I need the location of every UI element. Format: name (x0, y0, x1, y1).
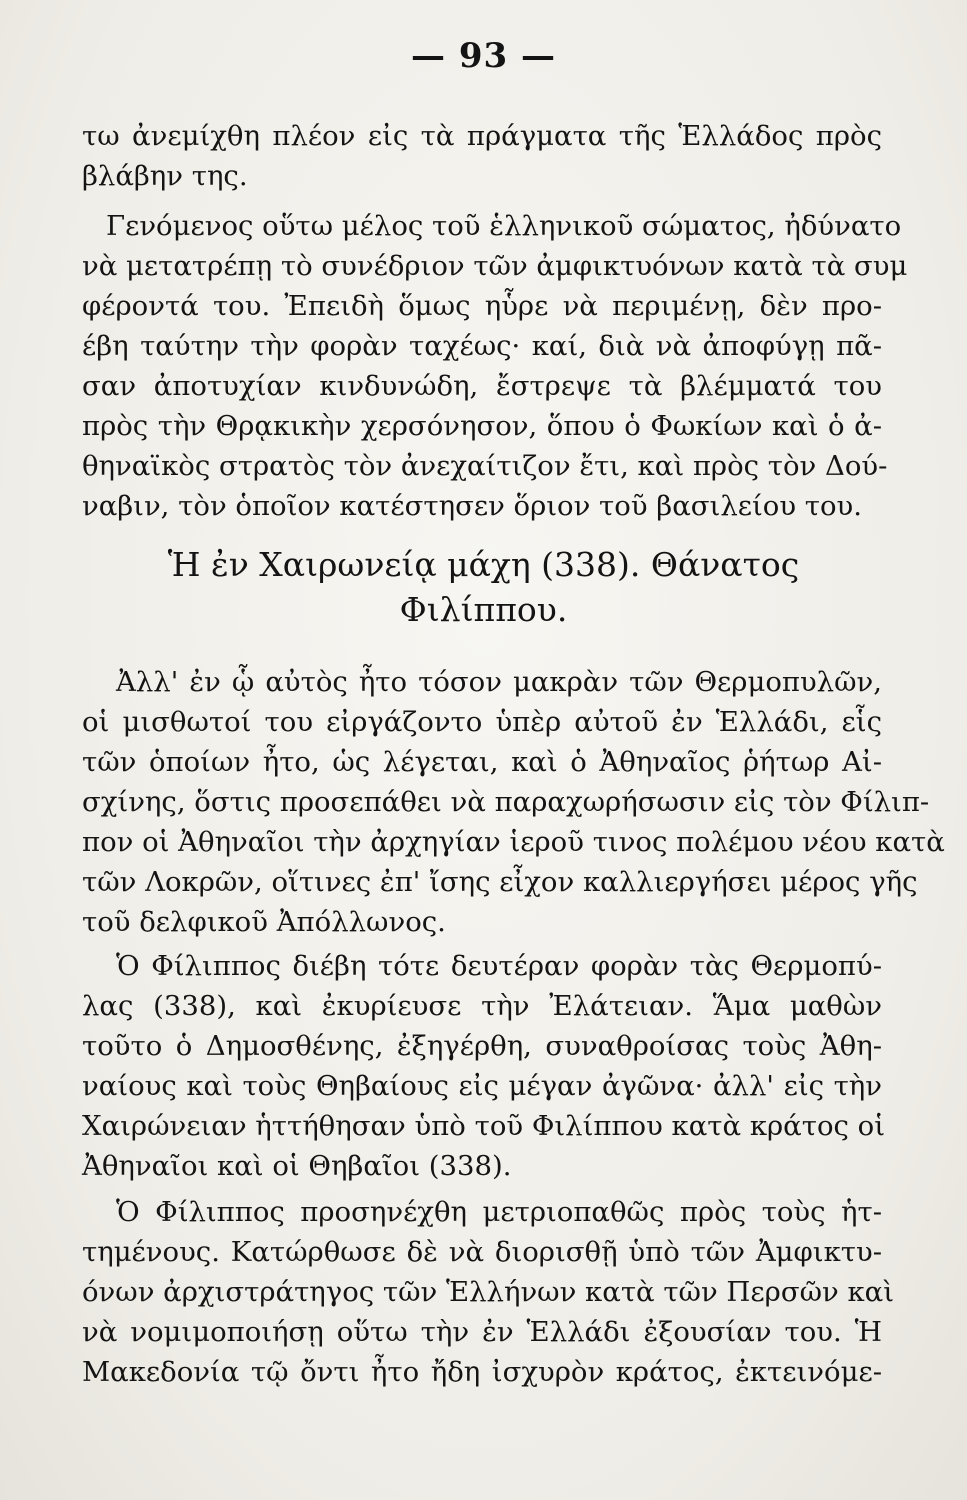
text-line: Ὁ Φίλιππος προσηνέχθη μετριοπαθῶς πρὸς τοὺς ἡτ- (116, 1196, 882, 1228)
text-line: ναβιν, τὸν ὁποῖον κατέστησεν ὅριον τοῦ βασιλείου του. (82, 490, 863, 522)
text-line: τῶν ὁποίων ἦτο, ὡς λέγεται, καὶ ὁ Ἀθηναῖος ῥήτωρ Αἰ- (82, 746, 882, 778)
page-number: — 93 — (411, 36, 556, 76)
text-line: θηναϊκὸς στρατὸς τὸν ἀνεχαίτιζον ἔτι, καὶ πρὸς τὸν Δού- (82, 450, 888, 482)
text-line: νὰ νομιμοποιήσῃ οὕτω τὴν ἐν Ἑλλάδι ἐξουσίαν του. Ἡ (82, 1316, 882, 1348)
text-line: λας (338), καὶ ἐκυρίευσε τὴν Ἐλάτειαν. Ἅμα μαθὼν (82, 990, 882, 1022)
text-line: τοῦτο ὁ Δημοσθένης, ἐξηγέρθη, συναθροίσας τοὺς Ἀθη- (82, 1030, 882, 1062)
text-line: τοῦ δελφικοῦ Ἀπόλλωνος. (82, 906, 446, 938)
text-line: έβη ταύτην τὴν φορὰν ταχέως· καί, διὰ νὰ ἀποφύγῃ πᾶ- (82, 330, 882, 362)
text-line: Χαιρώνειαν ἡττήθησαν ὑπὸ τοῦ Φιλίππου κατὰ κράτος οἱ (82, 1110, 885, 1142)
text-line: Γενόμενος οὕτω μέλος τοῦ ἑλληνικοῦ σώματος, ἠδύνατο (106, 210, 902, 242)
text-line: σχίνης, ὅστις προσεπάθει νὰ παραχωρήσωσιν εἰς τὸν Φίλιπ- (82, 786, 930, 818)
text-line: τω ἀνεμίχθη πλέον εἰς τὰ πράγματα τῆς Ἑλλάδος πρὸς (82, 120, 882, 152)
text-line: νὰ μετατρέπῃ τὸ συνέδριον τῶν ἀμφικτυόνων κατὰ τὰ συμ (82, 250, 908, 282)
section-heading-line-2: Φιλίππου. (399, 590, 568, 629)
text-line: οἱ μισθωτοί του εἰργάζοντο ὑπὲρ αὐτοῦ ἐν Ἑλλάδι, εἷς (82, 706, 882, 738)
text-line: τῶν Λοκρῶν, οἵτινες ἐπ' ἴσης εἶχον καλλιεργήσει μέρος γῆς (82, 866, 918, 898)
text-line: όνων ἀρχιστράτηγος τῶν Ἑλλήνων κατὰ τῶν Περσῶν καὶ (82, 1276, 895, 1308)
section-heading-line-1: Ἡ ἐν Χαιρωνείᾳ μάχη (338). Θάνατος (167, 545, 800, 584)
text-line: Ἀλλ' ἐν ᾧ αὐτὸς ἦτο τόσον μακρὰν τῶν Θερμοπυλῶν, (116, 666, 882, 698)
text-line: τημένους. Κατώρθωσε δὲ νὰ διορισθῇ ὑπὸ τῶν Ἀμφικτυ- (82, 1236, 882, 1268)
text-line: Ἀθηναῖοι καὶ οἱ Θηβαῖοι (338). (82, 1150, 512, 1182)
text-line: φέροντά του. Ἐπειδὴ ὅμως ηὗρε νὰ περιμένῃ, δὲν προ- (82, 290, 882, 322)
text-line: πρὸς τὴν Θρᾳκικὴν χερσόνησον, ὅπου ὁ Φωκίων καὶ ὁ ἀ- (82, 410, 882, 442)
text-line: βλάβην της. (82, 160, 248, 192)
text-line: πον οἱ Ἀθηναῖοι τὴν ἀρχηγίαν ἱεροῦ τινος πολέμου νέου κατὰ (82, 826, 945, 858)
text-line: σαν ἀποτυχίαν κινδυνώδη, ἔστρεψε τὰ βλέμματά του (82, 370, 882, 402)
text-line: ναίους καὶ τοὺς Θηβαίους εἰς μέγαν ἀγῶνα· ἀλλ' εἰς τὴν (82, 1070, 882, 1102)
text-line: Μακεδονία τῷ ὄντι ἦτο ἤδη ἰσχυρὸν κράτος, ἐκτεινόμε- (82, 1356, 882, 1388)
text-line: Ὁ Φίλιππος διέβη τότε δευτέραν φορὰν τὰς Θερμοπύ- (116, 950, 882, 982)
